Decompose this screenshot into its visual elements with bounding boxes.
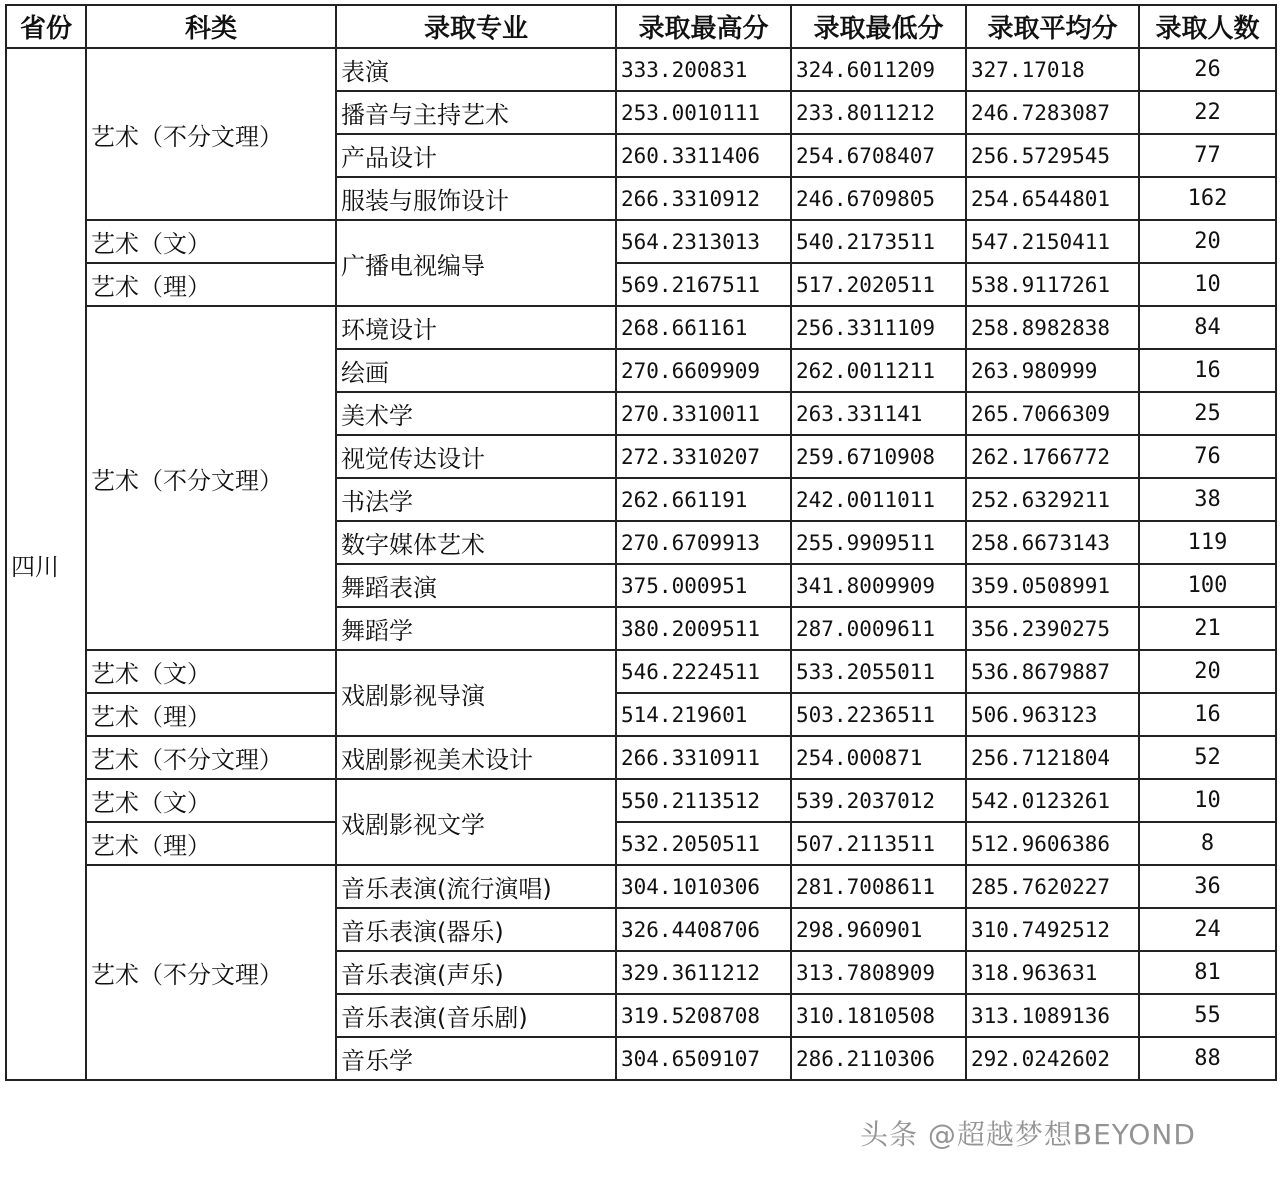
major-cell: 音乐表演(器乐) <box>336 908 616 951</box>
avg-score-cell: 542.0123261 <box>966 779 1139 822</box>
count-cell: 16 <box>1139 349 1276 392</box>
table-row <box>6 822 1276 865</box>
min-score-cell: 517.2020511 <box>791 263 966 306</box>
min-score-cell: 533.2055011 <box>791 650 966 693</box>
header-category: 科类 <box>86 5 336 48</box>
min-score-cell: 254.000871 <box>791 736 966 779</box>
max-score-cell: 514.219601 <box>616 693 791 736</box>
avg-score-cell: 256.5729545 <box>966 134 1139 177</box>
category-cell: 艺术（不分文理） <box>86 306 336 650</box>
max-score-cell: 262.661191 <box>616 478 791 521</box>
min-score-cell: 262.0011211 <box>791 349 966 392</box>
major-cell: 舞蹈学 <box>336 607 616 650</box>
watermark-text: 头条 @超越梦想BEYOND <box>860 1118 1196 1151</box>
avg-score-cell: 285.7620227 <box>966 865 1139 908</box>
major-cell: 绘画 <box>336 349 616 392</box>
max-score-cell: 569.2167511 <box>616 263 791 306</box>
count-cell: 25 <box>1139 392 1276 435</box>
count-cell: 36 <box>1139 865 1276 908</box>
table-row <box>6 779 1276 822</box>
max-score-cell: 304.1010306 <box>616 865 791 908</box>
max-score-cell: 333.200831 <box>616 48 791 91</box>
major-cell: 美术学 <box>336 392 616 435</box>
table-row <box>6 48 1276 91</box>
major-cell: 服装与服饰设计 <box>336 177 616 220</box>
header-avg-score: 录取平均分 <box>966 5 1139 48</box>
avg-score-cell: 292.0242602 <box>966 1037 1139 1080</box>
avg-score-cell: 265.7066309 <box>966 392 1139 435</box>
count-cell: 8 <box>1139 822 1276 865</box>
table-row <box>6 693 1276 736</box>
count-cell: 10 <box>1139 263 1276 306</box>
max-score-cell: 253.0010111 <box>616 91 791 134</box>
major-cell: 视觉传达设计 <box>336 435 616 478</box>
table-row <box>6 220 1276 263</box>
avg-score-cell: 252.6329211 <box>966 478 1139 521</box>
major-cell: 戏剧影视文学 <box>336 779 616 865</box>
max-score-cell: 564.2313013 <box>616 220 791 263</box>
major-cell: 音乐学 <box>336 1037 616 1080</box>
min-score-cell: 281.7008611 <box>791 865 966 908</box>
count-cell: 52 <box>1139 736 1276 779</box>
category-cell: 艺术（文） <box>86 220 336 263</box>
major-cell: 书法学 <box>336 478 616 521</box>
min-score-cell: 286.2110306 <box>791 1037 966 1080</box>
max-score-cell: 304.6509107 <box>616 1037 791 1080</box>
major-cell: 环境设计 <box>336 306 616 349</box>
major-cell: 产品设计 <box>336 134 616 177</box>
category-cell: 艺术（不分文理） <box>86 736 336 779</box>
min-score-cell: 539.2037012 <box>791 779 966 822</box>
count-cell: 24 <box>1139 908 1276 951</box>
category-cell: 艺术（理） <box>86 693 336 736</box>
major-cell: 表演 <box>336 48 616 91</box>
count-cell: 21 <box>1139 607 1276 650</box>
major-cell: 戏剧影视导演 <box>336 650 616 736</box>
min-score-cell: 313.7808909 <box>791 951 966 994</box>
avg-score-cell: 547.2150411 <box>966 220 1139 263</box>
min-score-cell: 287.0009611 <box>791 607 966 650</box>
min-score-cell: 246.6709805 <box>791 177 966 220</box>
count-cell: 55 <box>1139 994 1276 1037</box>
avg-score-cell: 258.8982838 <box>966 306 1139 349</box>
count-cell: 100 <box>1139 564 1276 607</box>
avg-score-cell: 327.17018 <box>966 48 1139 91</box>
category-cell: 艺术（理） <box>86 822 336 865</box>
avg-score-cell: 356.2390275 <box>966 607 1139 650</box>
header-min-score: 录取最低分 <box>791 5 966 48</box>
count-cell: 162 <box>1139 177 1276 220</box>
header-major: 录取专业 <box>336 5 616 48</box>
min-score-cell: 233.8011212 <box>791 91 966 134</box>
category-cell: 艺术（不分文理） <box>86 865 336 1080</box>
max-score-cell: 532.2050511 <box>616 822 791 865</box>
major-cell: 舞蹈表演 <box>336 564 616 607</box>
major-cell: 音乐表演(流行演唱) <box>336 865 616 908</box>
avg-score-cell: 310.7492512 <box>966 908 1139 951</box>
category-cell: 艺术（不分文理） <box>86 48 336 220</box>
major-cell: 音乐表演(声乐) <box>336 951 616 994</box>
major-cell: 音乐表演(音乐剧) <box>336 994 616 1037</box>
table-row <box>6 650 1276 693</box>
min-score-cell: 255.9909511 <box>791 521 966 564</box>
count-cell: 22 <box>1139 91 1276 134</box>
table-row <box>6 736 1276 779</box>
avg-score-cell: 262.1766772 <box>966 435 1139 478</box>
max-score-cell: 270.6609909 <box>616 349 791 392</box>
count-cell: 20 <box>1139 220 1276 263</box>
min-score-cell: 254.6708407 <box>791 134 966 177</box>
avg-score-cell: 538.9117261 <box>966 263 1139 306</box>
min-score-cell: 324.6011209 <box>791 48 966 91</box>
table-row <box>6 263 1276 306</box>
max-score-cell: 329.3611212 <box>616 951 791 994</box>
category-cell: 艺术（文） <box>86 650 336 693</box>
avg-score-cell: 506.963123 <box>966 693 1139 736</box>
max-score-cell: 326.4408706 <box>616 908 791 951</box>
avg-score-cell: 256.7121804 <box>966 736 1139 779</box>
max-score-cell: 268.661161 <box>616 306 791 349</box>
count-cell: 119 <box>1139 521 1276 564</box>
min-score-cell: 341.8009909 <box>791 564 966 607</box>
max-score-cell: 546.2224511 <box>616 650 791 693</box>
min-score-cell: 256.3311109 <box>791 306 966 349</box>
avg-score-cell: 359.0508991 <box>966 564 1139 607</box>
major-cell: 广播电视编导 <box>336 220 616 306</box>
min-score-cell: 298.960901 <box>791 908 966 951</box>
avg-score-cell: 313.1089136 <box>966 994 1139 1037</box>
avg-score-cell: 318.963631 <box>966 951 1139 994</box>
min-score-cell: 259.6710908 <box>791 435 966 478</box>
max-score-cell: 266.3310911 <box>616 736 791 779</box>
table-row <box>6 865 1276 908</box>
avg-score-cell: 258.6673143 <box>966 521 1139 564</box>
avg-score-cell: 254.6544801 <box>966 177 1139 220</box>
avg-score-cell: 263.980999 <box>966 349 1139 392</box>
min-score-cell: 507.2113511 <box>791 822 966 865</box>
max-score-cell: 270.3310011 <box>616 392 791 435</box>
category-cell: 艺术（文） <box>86 779 336 822</box>
count-cell: 77 <box>1139 134 1276 177</box>
count-cell: 20 <box>1139 650 1276 693</box>
max-score-cell: 266.3310912 <box>616 177 791 220</box>
max-score-cell: 550.2113512 <box>616 779 791 822</box>
count-cell: 84 <box>1139 306 1276 349</box>
avg-score-cell: 246.7283087 <box>966 91 1139 134</box>
count-cell: 88 <box>1139 1037 1276 1080</box>
admission-score-table <box>5 4 1277 1081</box>
count-cell: 76 <box>1139 435 1276 478</box>
count-cell: 81 <box>1139 951 1276 994</box>
min-score-cell: 310.1810508 <box>791 994 966 1037</box>
max-score-cell: 319.5208708 <box>616 994 791 1037</box>
major-cell: 播音与主持艺术 <box>336 91 616 134</box>
min-score-cell: 242.0011011 <box>791 478 966 521</box>
province-cell: 四川 <box>6 48 86 1080</box>
header-row <box>6 5 1276 48</box>
category-cell: 艺术（理） <box>86 263 336 306</box>
avg-score-cell: 536.8679887 <box>966 650 1139 693</box>
min-score-cell: 263.331141 <box>791 392 966 435</box>
count-cell: 16 <box>1139 693 1276 736</box>
count-cell: 38 <box>1139 478 1276 521</box>
max-score-cell: 270.6709913 <box>616 521 791 564</box>
header-max-score: 录取最高分 <box>616 5 791 48</box>
avg-score-cell: 512.9606386 <box>966 822 1139 865</box>
max-score-cell: 272.3310207 <box>616 435 791 478</box>
min-score-cell: 503.2236511 <box>791 693 966 736</box>
count-cell: 26 <box>1139 48 1276 91</box>
max-score-cell: 260.3311406 <box>616 134 791 177</box>
max-score-cell: 380.2009511 <box>616 607 791 650</box>
major-cell: 戏剧影视美术设计 <box>336 736 616 779</box>
min-score-cell: 540.2173511 <box>791 220 966 263</box>
table-row <box>6 306 1276 349</box>
count-cell: 10 <box>1139 779 1276 822</box>
major-cell: 数字媒体艺术 <box>336 521 616 564</box>
header-count: 录取人数 <box>1139 5 1276 48</box>
max-score-cell: 375.000951 <box>616 564 791 607</box>
header-province: 省份 <box>6 5 86 48</box>
